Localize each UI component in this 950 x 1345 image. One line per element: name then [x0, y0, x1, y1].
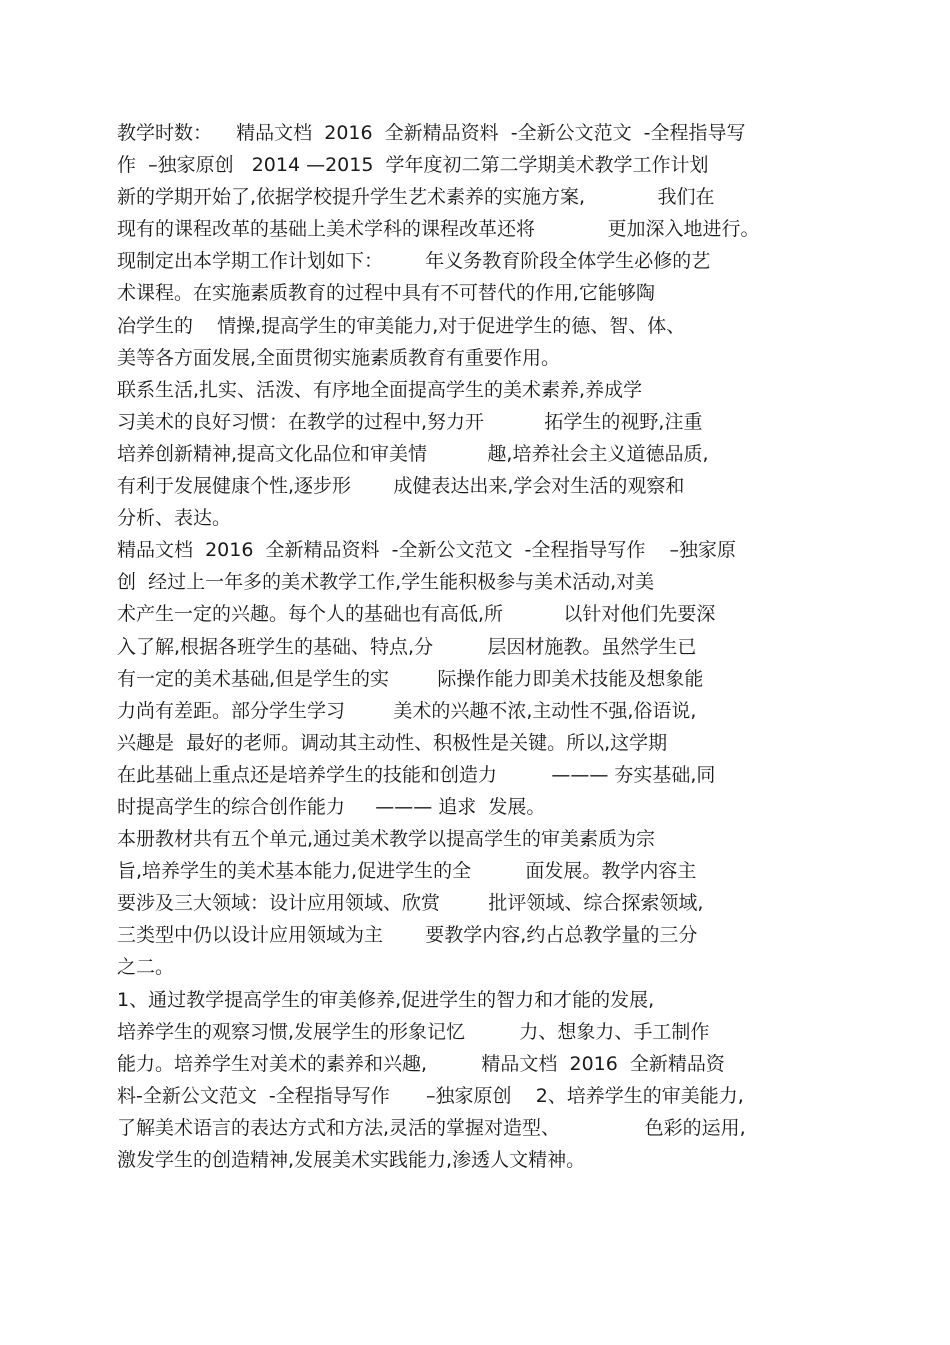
text-line: 冶学生的 情操,提高学生的审美能力,对于促进学生的德、智、体、	[117, 314, 686, 337]
text-line: 激发学生的创造精神,发展美术实践能力,渗透人文精神。	[117, 1149, 586, 1171]
text-line: 时提高学生的综合创作能力 ——— 追求 发展。	[117, 795, 546, 818]
text-line: 术课程。在实施素质教育的过程中具有不可替代的作用,它能够陶	[117, 282, 656, 305]
text-line: 联系生活,扎实、活泼、有序地全面提高学生的美术素养,养成学	[117, 378, 643, 401]
text-line: 三类型中仍以设计应用领域为主 要教学内容,约占总教学量的三分	[117, 924, 698, 947]
text-line: 本册教材共有五个单元,通过美术教学以提高学生的审美素质为宗	[117, 828, 656, 851]
text-line: 创 经过上一年多的美术教学工作,学生能积极参与美术活动,对美	[117, 571, 655, 594]
text-line: 了解美术语言的表达方式和方法,灵活的掌握对造型、 色彩的运用,	[117, 1116, 746, 1139]
text-line: 在此基础上重点还是培养学生的技能和创造力 ——— 夯实基础,同	[117, 763, 716, 786]
text-line: 料-全新公文范文 -全程指导写作 –独家原创 2、培养学生的审美能力,	[117, 1084, 744, 1107]
text-line: 兴趣是 最好的老师。调动其主动性、积极性是关键。所以,这学期	[117, 731, 668, 754]
text-line: 新的学期开始了,依据学校提升学生艺术素养的实施方案, 我们在	[117, 186, 715, 209]
text-line: 教学时数： 精品文档 2016 全新精品资料 -全新公文范文 -全程指导写	[117, 122, 746, 144]
text-line: 培养学生的观察习惯,发展学生的形象记忆 力、想象力、手工制作	[117, 1020, 710, 1043]
text-line: 有一定的美术基础,但是学生的实 际操作能力即美术技能及想象能	[117, 667, 704, 690]
text-line: 精品文档 2016 全新精品资料 -全新公文范文 -全程指导写作 –独家原	[117, 539, 737, 562]
text-line: 术产生一定的兴趣。每个人的基础也有高低,所 以针对他们先要深	[117, 603, 716, 626]
text-line: 力尚有差距。部分学生学习 美术的兴趣不浓,主动性不强,俗语说,	[117, 699, 697, 722]
text-line: 有利于发展健康个性,逐步形 成健表达出来,学会对生活的观察和	[117, 475, 685, 498]
text-line: 现有的课程改革的基础上美术学科的课程改革还将 更加深入地进行。	[117, 218, 760, 241]
text-line: 现制定出本学期工作计划如下： 年义务教育阶段全体学生必修的艺	[117, 250, 711, 273]
text-line: 入了解,根据各班学生的基础、特点,分 层因材施教。虽然学生已	[117, 635, 697, 658]
text-line: 分析、表达。	[117, 507, 232, 530]
text-line: 美等各方面发展,全面贯彻实施素质教育有重要作用。	[117, 346, 561, 369]
text-line: 作 –独家原创 2014 —2015 学年度初二第二学期美术教学工作计划	[117, 154, 709, 177]
text-line: 培养创新精神,提高文化品位和审美情 趣,培养社会主义道德品质,	[117, 442, 709, 465]
text-line: 之二。	[117, 956, 175, 979]
text-line: 旨,培养学生的美术基本能力,促进学生的全 面发展。教学内容主	[117, 860, 697, 883]
text-line: 要涉及三大领域：设计应用领域、欣赏 批评领域、综合探索领域,	[117, 892, 704, 915]
text-line: 1、通过教学提高学生的审美修养,促进学生的智力和才能的发展,	[117, 988, 655, 1011]
text-line: 习美术的良好习惯：在教学的过程中,努力开 拓学生的视野,注重	[117, 410, 703, 433]
document-body	[117, 117, 837, 1176]
text-line: 能力。培养学生对美术的素养和兴趣, 精品文档 2016 全新精品资	[117, 1052, 725, 1075]
